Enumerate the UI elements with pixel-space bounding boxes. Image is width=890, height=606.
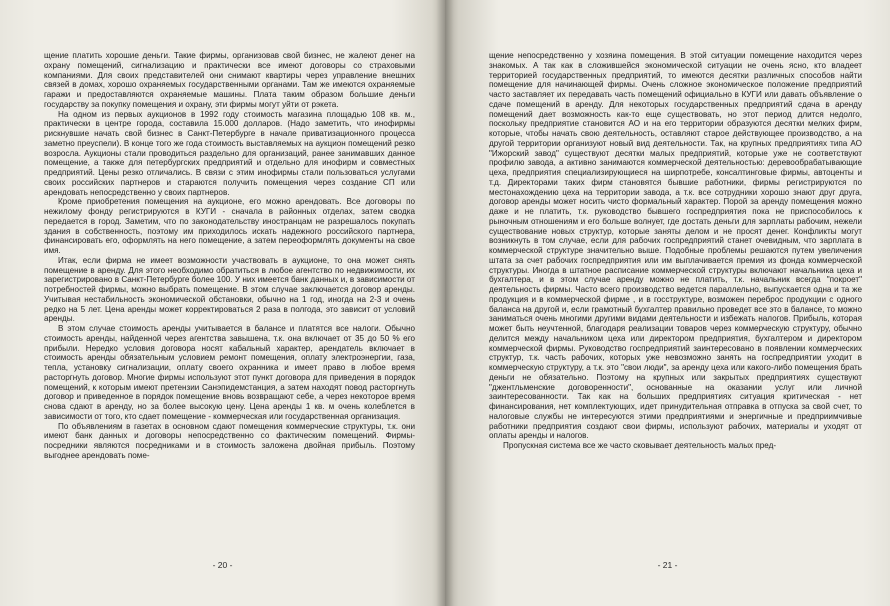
paragraph: щение непосредственно у хозяина помещения. В этой ситуации помещение находится через знакомых. А так как в сложившейся экономической ситуации не очень ясно, кто владеет территорией государственных предприятий, то имеются десятки различных способов найти помещение для начинающей фирмы. Очень сложное экономическое положение предприятий часто заставляет их передавать часть помещений официально в КУГИ или давать объявление о сдаче помещений в аренду. Для некоторых государственных предприятий сдача в аренду помещений дает возможность как-то еще существовать, но этот период длится недолго, поскольку предприятие становится АО и на его территории образуются десятки мелких фирм, которые, чтобы начать свою деятельность, оставляют старое действующее производство, а на другой территории организуют новый вид деятельности. Так, на крупных предприятиях типа АО "Ижорский завод" существуют десятки малых предприятий, которые уже не соответствуют профилю завода, а активно занимаются коммерческой деятельностью: деревообрабатывающие цеха, предприятия специализирующиеся на ширпотребе, консалтинговые фирмы, автоценты и т.д. Директорами таких фирм становятся бывшие работники, фирмы регистрируются по местонахождению цеха на территории завода, а т.к. все сотрудники хорошо знают друг друга, договор аренды может носить чисто формальный характер. Порой за аренду помещения можно даже и не платить, т.к. руководство бывшего госпредприятия пока не приспособилось к рыночным отношениям и его больше волнует, где достать деньги для зарплаты рабочим, нежели существование новых структур, которые заняты делом и не просят денег. Конфликты могут возникнуть в том случае, если для рабочих госпредприятий станет очевидным, что зарплата в коммерческой структуре значительно выше. Подобные проблемы решаются путем увеличения штата за счет рабочих госпредприятия или им выплачивается премия из фонда коммерческой структуры. Иногда в штатное расписание коммерческой структуры включают начальника цеха и бухгалтера, и в этом случае аренду можно не платить, т.к. начальник всегда "покроет" деятельность фирмы. Часто всего производство ведется параллельно, выпускается одна и та же продукция и в коммерческой фирме , и в госструктуре, возможен переброс продукции с одного баланса на другой и, если грамотный бухгалтер правильно проведет все это в балансе, то можно заниматься очень многими другими видами деятельности и избежать налогов. Прибыль, которая может быть неучтенной, благодаря реализации товаров через коммерческую структуру, обычно делится между начальником цеха или директором предприятия, бухгалтером и директором коммерческой фирмы. Руководство госпредприятий заинтересовано в появлении коммерческих структур, т.к. часть рабочих, которых уже невозможно занять на госпредприятии уходит в коммерческую структуру, а т.к. это "свои люди", за аренду цеха или какого-либо помещения брать деньги не обязательно. Поэтому на крупных или закрытых предприятиях существуют "джентльменские договоренности", основанные на оказании услуг или личной заинтересованности. Так как на больших предприятиях ситуация критическая - нет финансирования, нет комплектующих, идет принудительная отправка в отпуска за свой счет, то налоговые службы не интересуются этими предприятиями и энергичные и предприимчивые работники предприятия создают свои фирмы, используют рабочих, материалы и уходят от оплаты аренды и налогов. (489, 51, 862, 441)
page-number: - 20 - (212, 560, 233, 570)
paragraph: щение платить хорошие деньги. Такие фирмы, организовав свой бизнес, не жалеют денег на охрану помещений, сигнализацию и практически все имеют договоры со страховыми компаниями. Для своих представителей они снимают квартиры через управление внешних связей в домах, хорошо охраняемых государственными органами. Там же имеются охраняемые гаражи и предоставляются охраняемые машины. Плата таким образом большие деньги государству за покупку помещения и охрану, эти фирмы могут уйти от рэкета. (44, 51, 415, 109)
left-page-text (44, 51, 415, 461)
page-number: - 21 - (657, 560, 678, 570)
paragraph: В этом случае стоимость аренды учитывается в балансе и платятся все налоги. Обычно стоимость аренды, найденной через агентства завышена, т.к. она включает от 35 до 50 % его прибыли. Нередко условия договора носят кабальный характер, арендатель включает в стоимость аренды обязательным условием ремонт помещения, оплату электроэнергии, газа, тепла, установку сигнализации, оплату своего охранника и имеет право в любое время расторгнуть договор. Многие фирмы используют этот пункт договора для приведения в порядок помещений, к которым имеют претензии Санэпидемстанция, а затем находят повод расторгнуть договор и приведенное в порядок помещение вновь возвращают себе, а через некоторое время снова сдают в аренду, но за более высокую цену. Цена аренды 1 кв. м очень колеблется в зависимости от того, кто сдает помещение - коммерческая или государственная организация. (44, 324, 415, 421)
paragraph: По объявлениям в газетах в основном сдают помещения коммерческие структуры, т.к. они имеют банк данных и договоры непосредственно со фактическим помещений. Фирмы-посредники являются посредниками и в стоимость заложена двойная прибыль. Поэтому выгоднее арендовать поме- (44, 421, 415, 460)
right-page (445, 0, 890, 606)
paragraph: Кроме приобретения помещения на аукционе, его можно арендовать. Все договоры по нежилому фонду регистрируются в КУГИ - сначала в районных отделах, затем сводка передается в город. Заметим, что по законодательству иностранцам не разрешалось покупать здания в собственность, поэтому им приходилось искать надежного российского партнера, финансировать его, оформлять на него помещение, а затем переоформлять документы на свое имя. (44, 197, 415, 255)
paragraph: Пропускная система все же часто сковывает деятельность малых пред- (503, 441, 777, 450)
paragraph: На одном из первых аукционов в 1992 году стоимость магазина площадью 108 кв. м., практически в центре города, составила 15.000 долларов. (Надо заметить, что инофирмы рискнувшие начать свой бизнес в Санкт-Петербурге в начале приватизационного процесса заметно преуспели). В конце того же года стоимость выставляемых на аукцион помещений резко возросла. Аукционы стали проводиться раздельно для организаций, ранее занимавших данное помещение, а также для петербургских предприятий и отдельно для инофирм и совместных предприятий. Цены резко отличались. В связи с этим инофирмы стали пользоваться услугами своих российских партнеров и стараются получить помещения через создание СП или арендовать непосредственно у своих партнеров. (44, 109, 415, 197)
paragraph: Итак, если фирма не имеет возможности участвовать в аукционе, то она может снять помещение в аренду. Для этого необходимо обратиться в любое агентство по недвижимости, их зарегистрировано в Санкт-Петербурге более 100. У них имеется банк данных и, в зависимости от потребностей фирмы, можно выбрать помещение. В этом случае заключается договор аренды. Учитывая нестабильность экономической обстановки, обычно на 1 год, иногда на 2-3 и очень редко на 5 лет. Цена аренды может корректироваться 2 раза в полгода, это зависит от условий аренды. (44, 255, 415, 324)
right-page-text (489, 51, 862, 451)
